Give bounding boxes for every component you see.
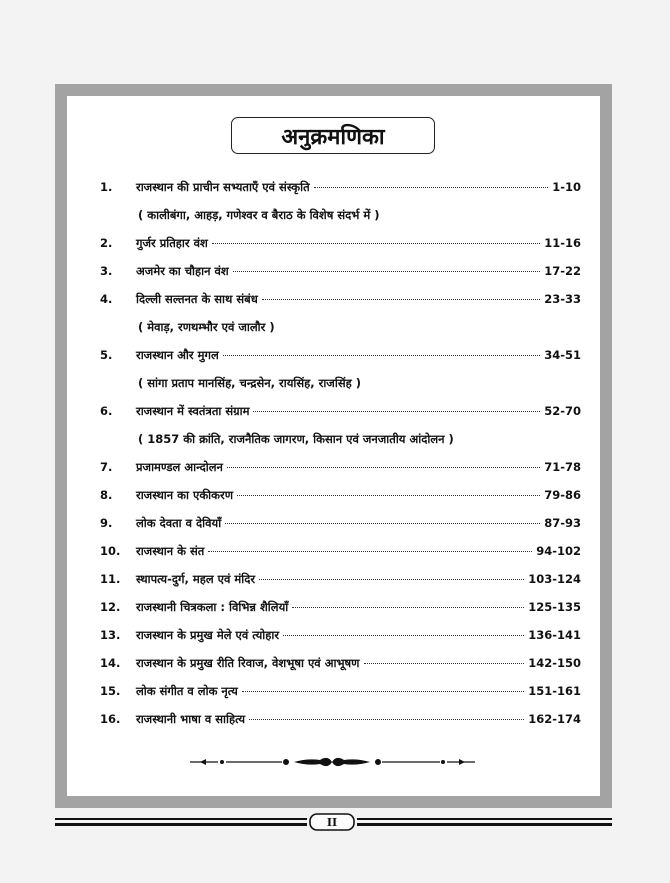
entry-subtitle: ( मेवाड़, रणथम्भौर एवं जालौर ) <box>138 319 275 334</box>
page-number: II <box>326 815 338 829</box>
entry-pages: 151-161 <box>528 683 581 698</box>
leader-dots <box>237 495 540 496</box>
leader-dots <box>314 187 549 188</box>
entry-pages: 87-93 <box>544 515 581 530</box>
leader-dots <box>212 243 540 244</box>
entry-title: प्रजामण्डल आन्दोलन <box>136 459 223 474</box>
leader-dots <box>262 299 540 300</box>
leader-dots <box>292 607 524 608</box>
toc-entry <box>100 625 581 645</box>
toc-entry <box>100 401 581 421</box>
entry-title: लोक देवता व देवियाँ <box>136 515 222 530</box>
entry-pages: 142-150 <box>528 655 581 670</box>
entry-title: लोक संगीत व लोक नृत्य <box>136 683 238 698</box>
entry-title: गुर्जर प्रतिहार वंश <box>136 235 208 250</box>
entry-title: स्थापत्य-दुर्ग, महल एवं मंदिर <box>136 571 256 586</box>
toc-entry <box>100 485 581 505</box>
entry-number: 14. <box>100 656 121 670</box>
entry-pages: 125-135 <box>528 599 581 614</box>
entry-number: 3. <box>100 264 113 278</box>
toc-entry <box>100 289 581 309</box>
entry-pages: 11-16 <box>544 235 581 250</box>
entry-title: राजस्थान के प्रमुख रीति रिवाज, वेशभूषा एवं आभूषण <box>136 655 360 670</box>
entry-pages: 94-102 <box>536 543 581 558</box>
toc-entry <box>100 233 581 253</box>
page-footer <box>55 812 612 834</box>
entry-number: 1. <box>100 180 113 194</box>
leader-dots <box>233 271 541 272</box>
entry-title: अजमेर का चौहान वंश <box>136 263 229 278</box>
entry-title: राजस्थानी चित्रकला : विभिन्न शैलियाँ <box>136 599 289 614</box>
entry-title: राजस्थान के प्रमुख मेले एवं त्योहार <box>136 627 280 642</box>
leader-dots <box>364 663 525 664</box>
entry-pages: 17-22 <box>544 263 581 278</box>
entry-pages: 71-78 <box>544 459 581 474</box>
leader-dots <box>227 467 540 468</box>
leader-dots <box>249 719 524 720</box>
leader-dots <box>208 551 532 552</box>
leader-dots <box>259 579 524 580</box>
leader-dots <box>253 411 540 412</box>
entry-number: 4. <box>100 292 113 306</box>
toc-entry <box>100 681 581 701</box>
entry-title: राजस्थान का एकीकरण <box>136 487 234 502</box>
page-title: अनुक्रमणिका <box>231 117 435 154</box>
entry-pages: 79-86 <box>544 487 581 502</box>
entry-subtitle: ( कालीबंगा, आहड़, गणेश्वर व बैराठ के विशेष संदर्भ में ) <box>138 207 380 222</box>
entry-subtitle: ( सांगा प्रताप मानसिंह, चन्द्रसेन, रायसिंह, राजसिंह ) <box>138 375 361 390</box>
entry-title: दिल्ली सल्तनत के साथ संबंध <box>136 291 258 306</box>
entry-number: 15. <box>100 684 121 698</box>
toc-entry <box>100 597 581 617</box>
entry-number: 2. <box>100 236 113 250</box>
toc-entry <box>100 177 581 197</box>
entry-title: राजस्थान में स्वतंत्रता संग्राम <box>136 403 250 418</box>
leader-dots <box>223 355 540 356</box>
toc-entry <box>100 541 581 561</box>
leader-dots <box>283 635 524 636</box>
entry-number: 6. <box>100 404 113 418</box>
entry-number: 10. <box>100 544 121 558</box>
toc-entry <box>100 345 581 365</box>
entry-title: राजस्थान के संत <box>136 543 205 558</box>
ornament-divider <box>190 753 475 771</box>
entry-number: 12. <box>100 600 121 614</box>
toc-entry <box>100 569 581 589</box>
entry-title: राजस्थान की प्राचीन सभ्यताएँ एवं संस्कृति <box>136 179 310 194</box>
leader-dots <box>242 691 524 692</box>
toc-entry <box>100 457 581 477</box>
entry-title: राजस्थानी भाषा व साहित्य <box>136 711 246 726</box>
entry-subtitle: ( 1857 की क्रांति, राजनैतिक जागरण, किसान एवं जनजातीय आंदोलन ) <box>138 431 454 446</box>
entry-number: 7. <box>100 460 113 474</box>
entry-number: 5. <box>100 348 113 362</box>
leader-dots <box>225 523 540 524</box>
entry-pages: 52-70 <box>544 403 581 418</box>
toc-entry <box>100 513 581 533</box>
entry-pages: 34-51 <box>544 347 581 362</box>
entry-number: 13. <box>100 628 121 642</box>
entry-pages: 23-33 <box>544 291 581 306</box>
entry-number: 11. <box>100 572 121 586</box>
toc-entry <box>100 653 581 673</box>
toc-entry <box>100 709 581 729</box>
entry-pages: 162-174 <box>528 711 581 726</box>
entry-pages: 103-124 <box>528 571 581 586</box>
toc-entry <box>100 261 581 281</box>
entry-number: 16. <box>100 712 121 726</box>
entry-pages: 1-10 <box>552 179 581 194</box>
entry-number: 8. <box>100 488 113 502</box>
entry-number: 9. <box>100 516 113 530</box>
entry-pages: 136-141 <box>528 627 581 642</box>
entry-title: राजस्थान और मुगल <box>136 347 219 362</box>
